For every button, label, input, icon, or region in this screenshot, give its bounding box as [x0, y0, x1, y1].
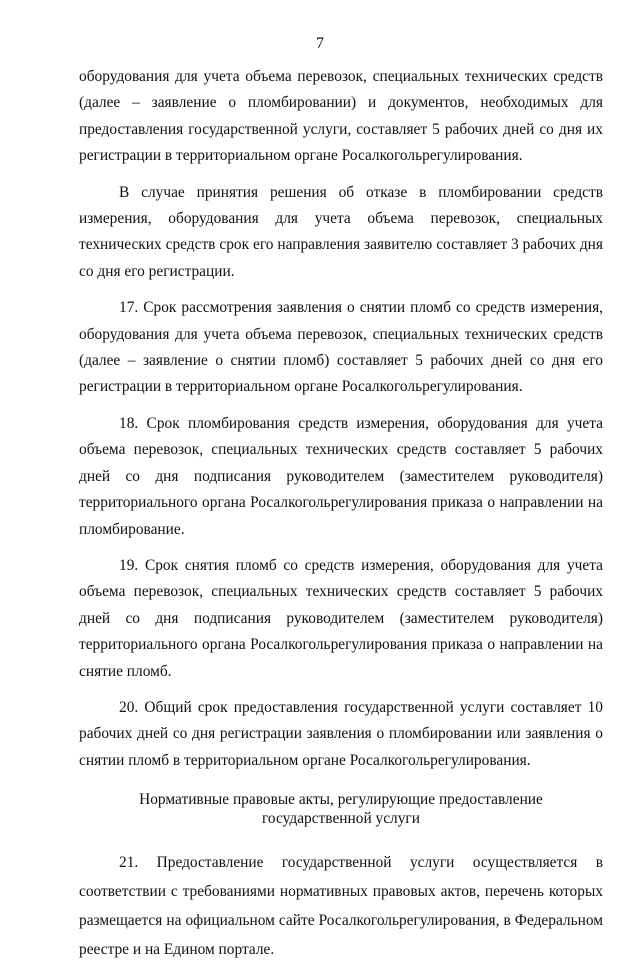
- section-heading-line-2: государственной услуги: [262, 810, 420, 828]
- paragraph-18: 18. Срок пломбирования средств измерения, оборудования для учета объема перевозок, специальных технических средств составляет 5 рабочих дней со дня подписания руководителем (заместителем руководителя) территориального органа Росалкогольрегулирования приказа о направлении на пломбирование.: [79, 414, 603, 538]
- paragraph-19: 19. Срок снятия пломб со средств измерения, оборудования для учета объема перевозок, специальных технических средств составляет 5 рабочих дней со дня подписания руководителем (заместителем руководителя) территориального органа Росалкогольрегулирования приказа о направлении на снятие пломб.: [79, 556, 603, 680]
- section-heading: [79, 790, 603, 828]
- paragraph-21: 21. Предоставление государственной услуги осуществляется в соответствии с требованиями нормативных правовых актов, перечень которых размещается на официальном сайте Росалкогольрегулирования, в Федеральном реестре и на Едином портале.: [79, 854, 603, 959]
- paragraph-continuation: оборудования для учета объема перевозок, специальных технических средств (далее – заявление о пломбировании) и документов, необходимых для предоставления государственной услуги, составляет 5 рабочих дней со дня их регистрации в территориальном органе Росалкогольрегулирования.: [79, 68, 603, 165]
- document-body: [79, 64, 603, 974]
- paragraph-17: 17. Срок рассмотрения заявления о снятии пломб со средств измерения, оборудования для учета объема перевозок, специальных технических средств (далее – заявление о снятии пломб) составляет 5 рабочих дней со дня его регистрации в территориальном органе Росалкогольрегулирования.: [79, 299, 603, 396]
- page-number: 7: [316, 35, 324, 52]
- paragraph-refusal: В случае принятия решения об отказе в пломбировании средств измерения, оборудования для учета объема перевозок, специальных технических средств срок его направления заявителю составляет 3 рабочих дня со дня его регистрации.: [79, 183, 603, 280]
- paragraph-20: 20. Общий срок предоставления государственной услуги составляет 10 рабочих дней со дня регистрации заявления о пломбировании или заявления о снятии пломб в территориальном органе Росалкогольрегулирования.: [79, 698, 603, 769]
- section-heading-line-1: Нормативные правовые акты, регулирующие предоставление: [139, 791, 543, 809]
